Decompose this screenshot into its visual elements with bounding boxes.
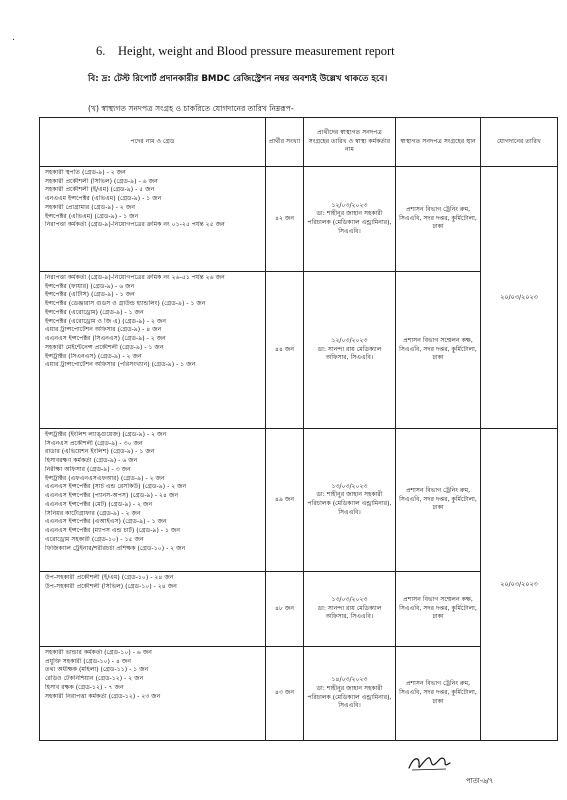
post-list [40, 272, 266, 429]
table-row [40, 572, 558, 647]
subheading: (খ) স্বাস্থ্যগত সনদপত্র সংগ্রহ ও চাকরিতে যোগদানের তারিখ নিম্নরূপ- [88, 104, 294, 113]
post-item: রাডার (এভিয়েশন ইংলিশ) (গ্রেড-৯) - ১ জন [45, 448, 155, 456]
post-item: সিএনএস প্রকৌশলী (গ্রেড-৯) - ৩০ জন [45, 439, 143, 447]
certificate-date: ১৪/০৩/২০২৩ [331, 676, 368, 684]
post-item: নিরীক্ষা অফিসার (গ্রেড-৯) - ৩ জন [45, 465, 131, 473]
post-item: সহকারী প্রকৌশলী (ই/এম) (গ্রেড-৯) - ৫ জন [45, 186, 155, 194]
post-item: এএনএস ইন্সপেক্টর (মেট) (গ্রেড-৯) - ২ জন [45, 500, 153, 508]
table-row [40, 272, 558, 429]
certificate-date: ১৩/০৩/২০২৩ [331, 595, 368, 603]
header-candidate-count: প্রার্থীর সংখ্যা [266, 118, 304, 167]
post-item: ইন্সপেক্টর (ফায়ার) (গ্রেড-৯) - ৬ জন [45, 282, 135, 290]
joining-schedule-table [39, 117, 558, 741]
post-item: তথ্য অধীক্ষক (মহিলা) (গ্রেড-১১) - ১ জন [45, 666, 149, 674]
post-item: ইন্সপেক্টর (এটিসি) (গ্রেড-৯) - ১ জন [45, 291, 135, 299]
certificate-date-officer [304, 429, 396, 572]
post-item: ইন্সপেক্টর (এভিএম) (গ্রেড-৯) - ১ জন [45, 212, 139, 220]
certificate-place: প্রশাসন বিভাগ ট্রেনিং রুম, সিএএবি, সদর দপ্তর, কুর্মিটোলা, ঢাকা [396, 647, 481, 741]
post-list [40, 647, 266, 741]
candidate-count: ৪৮ জন [266, 572, 304, 647]
post-item: এরোড্রোম সহকারী (গ্রেড-১০) - ১৫ জন [45, 535, 144, 543]
post-item: উপ-সহকারী প্রকৌশলী (সিভিল) (গ্রেড-১০) - ২৪ জন [45, 582, 177, 590]
certificate-place: প্রশাসন বিভাগ ট্রেনিং রুম, সিএএবি, সদর দপ্তর, কুর্মিটোলা, ঢাকা [396, 429, 481, 572]
section-number: 6. [96, 44, 106, 58]
post-item: এএনএস ইন্সপেক্টর (ম্যাপস এন্ড চার্ট) (গ্রেড-৯) - ১ জন [45, 527, 181, 535]
certificate-date: ১৩/০৩/২০২৩ [331, 482, 368, 490]
post-item: এয়ার ট্রান্সপোর্টেশন অফিসার (গ্রেড-৯) - ৪ জন [45, 326, 162, 334]
table-row [40, 429, 558, 572]
post-item: সহকারী ভান্ডার কর্মকর্তা (গ্রেড-১০) - ৬ জন [45, 649, 152, 656]
candidate-count: ৪৩ জন [266, 647, 304, 741]
post-item: উপ-সহকারী প্রকৌশলী (ই/এম) (গ্রেড-১০) - ২৪ জন [45, 574, 174, 581]
post-item: ইন্সট্রাক্টর (এফএনএসএফআর) (গ্রেড-৯) - ২ জন [45, 474, 165, 482]
post-item: নিরাপত্তা কর্মকর্তা (গ্রেড-৯)-নিয়োগপত্রের ক্রমিক নং ০১-২৫ পর্যন্ত ২৫ জন [45, 221, 225, 229]
post-item: এএনএস ইন্সপেক্টর (প্যানস-অপস) (গ্রেড-৯) - ২৪ জন [45, 492, 179, 500]
certificate-date-officer [304, 572, 396, 647]
post-item: এয়ার ট্রান্সপোর্টেশন অফিসার (পরিসংখ্যান) (গ্রেড-৯) - ১ জন [45, 361, 196, 369]
post-item: সহকারী প্রোগ্রামার (গ্রেড-৯) - ২ জন [45, 203, 136, 211]
certificate-place: প্রশাসন বিভাগ সম্মেলন কক্ষ, সিএএবি, সদর দপ্তর, কুর্মিটোলা, ঢাকা [396, 572, 481, 647]
post-item: ইন্সট্রাক্টর (সিএনএস) (গ্রেড-৯) - ২ জন [45, 352, 142, 360]
stray-dot: . [12, 33, 15, 43]
certificate-date: ১২/০৩/২০২৩ [331, 336, 368, 344]
post-item: হিসাব রক্ষক (গ্রেড-১২) - ৭ জন [45, 683, 124, 691]
health-officer: ডা: শাহীনুর জাহান সহকারী পরিচালক (মেডিক্যাল এন্ড্রামিনার), সিএএবি। [307, 684, 392, 710]
certificate-place: প্রশাসন বিভাগ ট্রেনিং রুম, সিএএবি, সদর দপ্তর, কুর্মিটোলা, ঢাকা [396, 167, 481, 272]
certificate-date: ১২/০৩/২০২৩ [331, 201, 368, 209]
bmdc-note: বি: দ্র: টেস্ট রিপোর্ট প্রদানকারীর BMDC রেজিস্ট্রেশন নম্বর অবশ্যই উল্লেখ থাকতে হবে। [88, 74, 388, 84]
header-join-date: যোগদানের তারিখ [481, 118, 558, 167]
post-item: ইন্সপেক্টর (এরোড্রোম) (গ্রেড-৯) - ১ জন [45, 308, 144, 316]
post-item: সিনিয়র কার্টোগ্রাফার (গ্রেড-৯) - ২ জন [45, 509, 141, 517]
table-header-row [40, 118, 558, 167]
join-date: ২০/০৩/২০২৩ [481, 429, 558, 741]
certificate-place: প্রশাসন বিভাগ সম্মেলন কক্ষ, সিএএবি, সদর দপ্তর, কুর্মিটোলা, ঢাকা [396, 272, 481, 429]
page-number: পাতা-৬/৭ [466, 777, 494, 785]
health-officer: ডা: সানন্দা রায় মেডিক্যাল অফিসার, সিএএবি। [317, 345, 382, 362]
post-item: রেডিও টেকনিশিয়ান (গ্রেড-১২) - ২ জন [45, 675, 144, 683]
post-list [40, 167, 266, 272]
certificate-date-officer [304, 647, 396, 741]
health-officer: ডা: শাহীনুর জাহান সহকারী পরিচালক (মেডিক্যাল এন্ড্রামিনার), সিএএবি। [307, 210, 392, 235]
post-item: ফিজিক্যাল ট্রেইনার/শরীরচর্চা প্রশিক্ষক (গ্রেড-১০) - ২ জন [45, 544, 186, 552]
section-heading [96, 44, 395, 59]
table-row [40, 167, 558, 272]
post-item: এএনএস ইন্সপেক্টর (এআইএস) (গ্রেড-৯) - ১ জন [45, 518, 167, 526]
header-post-grade: পদের নাম ও গ্রেড [40, 118, 266, 167]
post-item: এএনএস ইন্সপেক্টর (সিএনএস) (গ্রেড-৯) - ২ জন [45, 335, 166, 343]
post-item: সহকারী প্রকৌশলী (সিভিল) (গ্রেড-৯) - ৬ জন [45, 177, 158, 185]
post-item: এনএএম ইন্সপেক্টর (এভিএম) (গ্রেড-৯) - ১ জন [45, 195, 162, 203]
candidate-count: ৪২ জন [266, 167, 304, 272]
post-item: ইন্সপেক্টর (ডেঞ্জারাস গুডস ও গ্রাউন্ড হ্যান্ডলিং) (গ্রেড-৯) - ১ জন [45, 300, 206, 308]
post-item: সহকারী স্থপতি (গ্রেড-৯) - ২ জন [45, 169, 126, 176]
section-title: Height, weight and Blood pressure measurement report [118, 44, 395, 58]
post-item: ইন্সট্রাক্টর (ইংলিশ ল্যাঙ্গুয়েজ) (গ্রেড-৯) - ২ জন [45, 431, 167, 438]
post-item: প্রযুক্তি সহকারী (গ্রেড-১০) - ৪ জন [45, 657, 132, 665]
post-item: হিসাবরক্ষণ কর্মকর্তা (গ্রেড-৯) - ৬ জন [45, 457, 138, 465]
health-officer: ডা: শাহীনুর জাহান সহকারী পরিচালক (মেডিক্যাল এন্ড্রামিনার), সিএএবি। [307, 491, 392, 516]
post-item: সহকারী নিরাপত্তা কর্মকর্তা (গ্রেড-১২) - ২৩ জন [45, 692, 161, 700]
post-item: নিরাপত্তা কর্মকর্তা (গ্রেড-৯)-নিয়োগপত্রের ক্রমিক নং ২৬-৫১ পর্যন্ত ২৬ জন [45, 274, 225, 281]
post-item: এএনএস ইন্সপেক্টর (সার্চ এন্ড রেসকিউ) (গ্রেড-৯) - ২ জন [45, 483, 187, 491]
post-list [40, 572, 266, 647]
join-date: ২০/০৩/২০২৩ [481, 167, 558, 429]
header-certificate-place: স্বাস্থ্যগত সনদপত্র সংগ্রহের স্থান [396, 118, 481, 167]
health-officer: ডা: সানন্দা রায় মেডিক্যাল অফিসার, সিএএবি। [317, 604, 382, 621]
signature [406, 752, 454, 774]
post-list [40, 429, 266, 572]
certificate-date-officer [304, 167, 396, 272]
certificate-date-officer [304, 272, 396, 429]
candidate-count: ৪৪ জন [266, 272, 304, 429]
post-item: সহকারী মেইন্টেনেন্স প্রকৌশলী (গ্রেড-৯) - ১ জন [45, 343, 164, 351]
header-certificate-date-officer: প্রার্থীদের স্বাস্থ্যগত সনদপত্র সংগ্রহের তারিখ ও স্বাস্থ্য কর্মকর্তার নাম [304, 118, 396, 167]
candidate-count: ৪৯ জন [266, 429, 304, 572]
post-item: ইন্সপেক্টর (এরোড্রোম ও জি এ) (গ্রেড-৯) - ২ জন [45, 317, 167, 325]
table-row [40, 647, 558, 741]
